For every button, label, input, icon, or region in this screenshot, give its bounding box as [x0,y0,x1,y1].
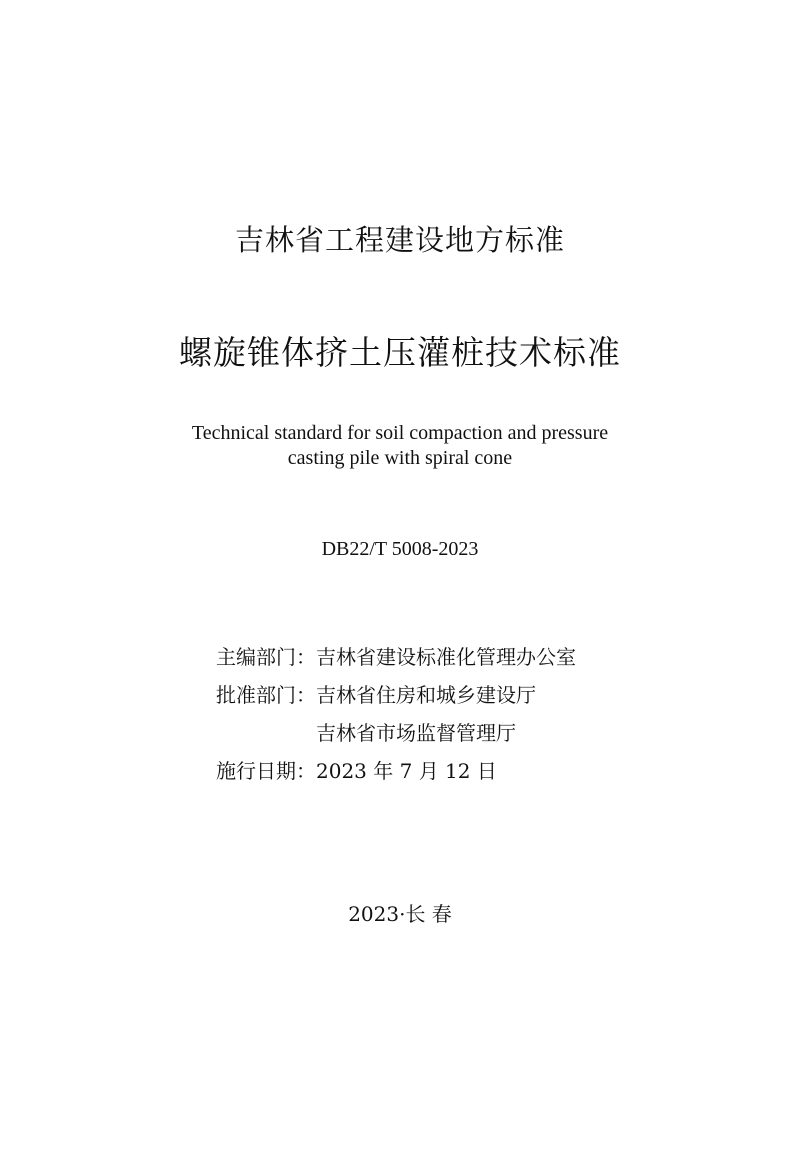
approver-value-2: 吉林省市场监督管理厅 [316,721,516,745]
english-title-line-2: casting pile with spiral cone [287,447,513,469]
english-title [0,421,800,471]
editor-row [216,638,576,676]
series-title: 吉林省工程建设地方标准 [234,223,565,257]
approver-row [216,676,576,714]
standard-code: DB22/T 5008-2023 [321,538,479,560]
approver-value-1: 吉林省住房和城乡建设厅 [316,683,536,707]
effective-date-value: 2023 年 7 月 12 日 [316,759,497,783]
editor-label: 主编部门： [216,645,316,669]
approver-label: 批准部门： [216,683,316,707]
effective-date-row [216,752,576,790]
standard-title: 螺旋锥体挤土压灌桩技术标准 [179,333,621,372]
editor-value: 吉林省建设标准化管理办公室 [316,645,576,669]
publication-info [216,638,576,790]
english-title-line-1: Technical standard for soil compaction and pressure [191,422,609,444]
publication-place-year: 2023·长 春 [348,902,452,926]
effective-date-label: 施行日期： [216,759,316,783]
approver-row-2 [216,714,576,752]
